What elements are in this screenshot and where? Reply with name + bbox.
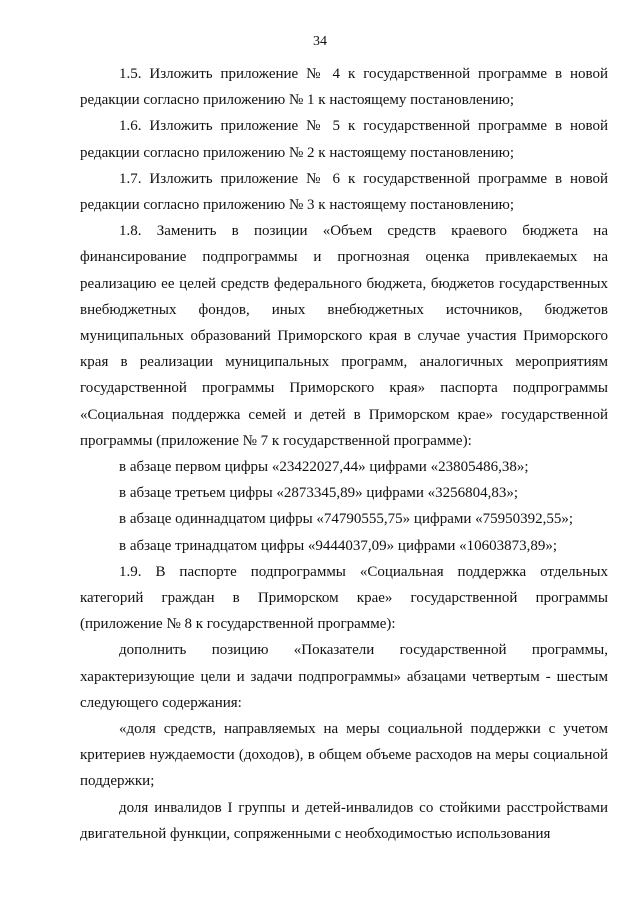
paragraph-1-6: 1.6. Изложить приложение № 5 к государственной программе в новой редакции согласно приложению № 2 к настоящему постановлению;: [80, 118, 608, 161]
paragraph-abzac-3: в абзаце третьем цифры «2873345,89» цифрами «3256804,83»;: [119, 485, 519, 502]
paragraph-1-7: 1.7. Изложить приложение № 6 к государственной программе в новой редакции согласно приложению № 3 к настоящему постановлению;: [80, 170, 608, 214]
paragraph-1-5: 1.5. Изложить приложение № 4 к государственной программе в новой редакции согласно приложению № 1 к настоящему постановлению;: [80, 66, 608, 109]
paragraph-dolya-invalidov: доля инвалидов I группы и детей-инвалидов со стойкими расстройствами двигательной функции, сопряженными с необходимостью использования: [80, 799, 608, 842]
paragraph-abzac-11: в абзаце одиннадцатом цифры «74790555,75» цифрами «75950392,55»;: [119, 511, 574, 528]
paragraph-quote-dolya-sredstv: «доля средств, направляемых на меры социальной поддержки с учетом критериев нуждаемости (доходов), в общем объеме расходов на меры социальной поддержки;: [80, 721, 608, 790]
paragraph-1-8: 1.8. Заменить в позиции «Объем средств краевого бюджета на финансирование подпрограммы и прогнозная оценка привлекаемых на реализацию ее целей средств федерального бюджета, бюджетов государственных внебюджетных фондов, иных внебюджетных источников, бюджетов муниципальных образований Приморского края в случае участия Приморского края в реализации муниципальных программ, аналогичных мероприятиям государственной программы Приморского края» паспорта подпрограммы «Социальная поддержка семей и детей в Приморском крае» государственной программы (приложение № 7 к государственной программе):: [80, 223, 608, 449]
paragraph-abzac-1: в абзаце первом цифры «23422027,44» цифрами «23805486,38»;: [119, 459, 529, 476]
paragraph-abzac-13: в абзаце тринадцатом цифры «9444037,09» цифрами «10603873,89»;: [119, 537, 558, 554]
paragraph-1-9: 1.9. В паспорте подпрограммы «Социальная поддержка отдельных категорий граждан в Приморском крае» государственной программы (приложение № 8 к государственной программе):: [80, 563, 608, 633]
document-body: [80, 61, 608, 847]
paragraph-dopolnit: дополнить позицию «Показатели государственной программы, характеризующие цели и задачи подпрограммы» абзацами четвертым - шестым следующего содержания:: [80, 642, 608, 711]
page-number: 34: [313, 34, 327, 49]
